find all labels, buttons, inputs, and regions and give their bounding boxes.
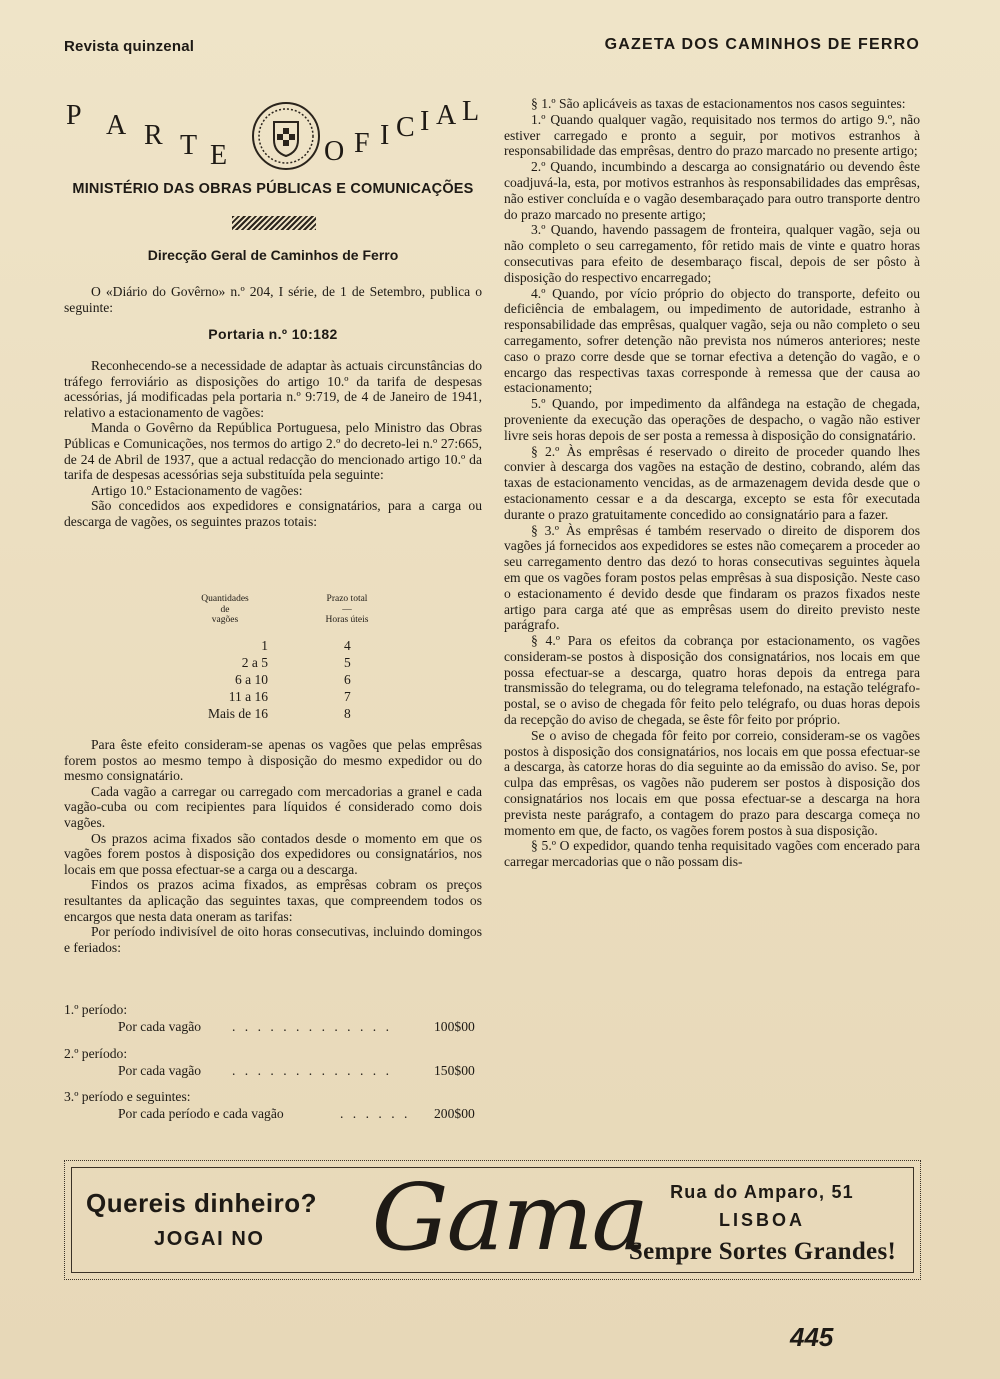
intro-paragraph bbox=[64, 284, 482, 315]
period-item: Por cada vagão bbox=[118, 1063, 202, 1078]
title-letter: T bbox=[180, 130, 198, 161]
header-right: GAZETA DOS CAMINHOS DE FERRO bbox=[604, 36, 920, 53]
intro-text: O «Diário do Govêrno» n.º 204, I série, de 1 de Setembro, publica o seguinte: bbox=[64, 284, 482, 315]
title-letter: I bbox=[420, 106, 430, 137]
paragraph: São concedidos aos expedidores e consignatários, para a carga ou descarga de vagões, os seguintes prazos totais: bbox=[64, 498, 482, 529]
period-price: 150$00 bbox=[434, 1063, 475, 1078]
title-letter: I bbox=[380, 120, 390, 151]
table-row: 6 a 10 6 bbox=[235, 672, 351, 687]
left-column-top bbox=[64, 358, 482, 530]
table-row: Mais de 16 8 bbox=[208, 706, 351, 721]
ad-slogan: Sempre Sortes Grandes! bbox=[628, 1238, 897, 1265]
paragraph: Cada vagão a carregar ou carregado com mercadorias a granel e cada vagão-cuba ou com recipientes para líquidos é considerado como dois vagões. bbox=[64, 783, 482, 830]
title-letter: R bbox=[144, 120, 163, 151]
paragraph: Os prazos acima fixados são contados desde o momento em que os vagões forem postos à disposição dos expedidores ou consignatários, nos locais em que possa efectuar-se a carga ou a descarga. bbox=[64, 830, 482, 877]
decorative-hatch bbox=[232, 216, 316, 230]
header-left: Revista quinzenal bbox=[64, 38, 195, 55]
leader-dots: . . . . . . . . . . . . . bbox=[232, 1063, 392, 1078]
paragraph: Artigo 10.º Estacionamento de vagões: bbox=[91, 482, 303, 498]
portaria-heading: Portaria n.º 10:182 bbox=[208, 326, 338, 342]
title-letter: L bbox=[462, 96, 480, 127]
title-letter: A bbox=[106, 110, 127, 141]
title-letter: P bbox=[66, 100, 82, 131]
paragraph: § 1.º São aplicáveis as taxas de estacionamentos nos casos seguintes: bbox=[531, 96, 906, 111]
period-price: 100$00 bbox=[434, 1019, 475, 1034]
directorate-heading: Direcção Geral de Caminhos de Ferro bbox=[147, 247, 399, 263]
paragraph: 3.º Quando, havendo passagem de fronteira, qualquer vagão, seja ou não completo o seu carregamento, fôr retido mais de vinte e quatro horas consecutivas para efeito de desembaraço fiscal, depois de ser pôsto à disposição do respectivo encarregado; bbox=[504, 222, 920, 285]
right-column bbox=[504, 96, 920, 870]
paragraph: Manda o Govêrno da República Portuguesa, pelo Ministro das Obras Públicas e Comunicações, nos termos do artigo 2.º do decreto-lei n.º 27:665, de 24 de Abril de 1937, que a actual redacção do mencionado artigo 10.º da tarifa de despesas acessórias seja substituída pela seguinte: bbox=[64, 420, 482, 483]
table-row: 2 a 5 5 bbox=[241, 655, 351, 670]
ad-city: LISBOA bbox=[718, 1210, 805, 1230]
ad-question: Quereis dinheiro? bbox=[86, 1188, 317, 1218]
leader-dots: . . . . . . bbox=[340, 1106, 411, 1121]
leader-dots: . . . . . . . . . . . . . bbox=[232, 1019, 392, 1034]
ad-brand-logo: Gama bbox=[371, 1164, 647, 1271]
title-letter: O bbox=[324, 136, 345, 167]
paragraph: Para êste efeito consideram-se apenas os vagões que pelas emprêsas forem postos ao mesmo tempo à disposição do mesmo expedidor ou do mesmo consignatário. bbox=[64, 737, 482, 784]
table-row: 11 a 16 7 bbox=[228, 689, 351, 704]
period-item: Por cada período e cada vagão bbox=[118, 1106, 284, 1121]
paragraph: 2.º Quando, incumbindo a descarga ao consignatário ou devendo êste coadjuvá-la, esta, por motivos estranhos às responsabilidades das emprêsas, não estiver concluída e o vagão desembaraçado para outro transporte dentro do prazo marcado no presente artigo; bbox=[504, 159, 920, 222]
paragraph: § 5.º O expedidor, quando tenha requisitado vagões com encerado para carregar mercadorias que o não possam dis- bbox=[504, 838, 920, 870]
period-label: 1.º período: bbox=[64, 1002, 128, 1017]
period-label: 2.º período: bbox=[64, 1046, 128, 1061]
paragraph: Reconhecendo-se a necessidade de adaptar às actuais circunstâncias do tráfego ferroviário as disposições do artigo 10.º da tarifa de despesas acessórias, já modificadas pela portaria n.º 9:719, de 4 de Janeiro de 1941, relativo a estacionamento de vagões: bbox=[64, 358, 482, 420]
paragraph: Se o aviso de chegada fôr feito por correio, consideram-se os vagões postos à disposição dos consignatários, nos locais em que possa efectuar-se a descarga, às catorze horas do dia seguinte ao da emissão do aviso. Se, por culpa das emprêsas, os vagões não puderem ser postos à disposição dos consignatários nos locais em que possa efectuar-se a descarga na hora prevista neste parágrafo, a contagem do prazo para descarga começa no momento em que, de facto, os vagões forem postos à sua disposição. bbox=[504, 727, 920, 838]
paragraph: 5.º Quando, por impedimento da alfândega na estação de chegada, proveniente da execução das operações de despacho, o vagão não estiver livre seis horas depois de ser posta a remessa à disposição do consignatário. bbox=[504, 396, 920, 443]
paragraph: § 3.º Às emprêsas é também reservado o direito de disporem dos vagões já fornecidos aos expedidores se estes não começarem a proceder ao seu carregamento dentro das dezó to horas consecutivas seguintes àquela em que os vagões foram postos pelas emprêsas à sua disposição. Neste caso o estacionamento é devido desde que findaram os prazos fixados neste artigo para carga até que as emprêsas usem do direito previsto neste parágrafo. bbox=[504, 522, 920, 633]
col-header-hours: Prazo total — Horas úteis bbox=[325, 594, 369, 625]
period-item: Por cada vagão bbox=[118, 1019, 202, 1034]
period-price: 200$00 bbox=[434, 1106, 475, 1121]
col-header-quantities: Quantidades de vagões bbox=[201, 594, 249, 625]
page-number: 445 bbox=[790, 1322, 834, 1352]
paragraph: Por período indivisível de oito horas consecutivas, incluindo domingos e feriados: bbox=[64, 924, 482, 955]
paragraph: 1.º Quando qualquer vagão, requisitado nos termos do artigo 9.º, não estiver carregado e pronto a seguir, por motivos estranhos à responsabilidade das emprêsas, dentro do prazo marcado no presente artigo; bbox=[504, 111, 920, 159]
title-letter: A bbox=[436, 100, 457, 131]
paragraph: § 4.º Para os efeitos da cobrança por estacionamento, os vagões consideram-se postos à disposição dos consignatários, nos locais em que possa efectuar-se a descarga, quatro horas depois da entrega para transmissão do telegrama, ou do telegrama telefonado, na estação telégrafo-postal, se o aviso de chegada fôr feito pelo telégrafo, ou duas horas depois da recepção do aviso de chegada, se êste fôr feito por próprio. bbox=[504, 633, 920, 728]
paragraph: 4.º Quando, por vício próprio do objecto do transporte, defeito ou deficiência de embalagem, ou impedimento de autoridade, estranho à responsabilidade das emprêsas, qualquer vagão, seja ou não completo o seu carregamento, sofrer detenção não prevista nos números anteriores; neste caso o prazo corre desde que se tornar efectiva a detenção do vagão, e o encargo das respectivas taxas corresponde à remessa que der causa ao estacionamento; bbox=[504, 285, 920, 396]
ad-jogai: JOGAI NO bbox=[154, 1228, 265, 1250]
ministry-heading: MINISTÉRIO DAS OBRAS PÚBLICAS E COMUNICAÇÕES bbox=[72, 181, 474, 197]
table-row: 1 4 bbox=[261, 638, 351, 653]
title-letter: E bbox=[210, 140, 228, 171]
period-label: 3.º período e seguintes: bbox=[64, 1089, 191, 1104]
left-column-bottom bbox=[64, 737, 482, 955]
ad-address: Rua do Amparo, 51 bbox=[670, 1182, 854, 1202]
title-letter: C bbox=[396, 112, 415, 143]
paragraph: § 2.º Às emprêsas é reservado o direito de proceder quando lhes convier à descarga dos vagões na estação de destino, cobrando, além das taxas de estacionamento vencidas, as de armazenagem devida desde que o estacionamento cessar e a da descarga, excepto se esta fôr executada durante o prazo gratuitamente concedido ao consignatário para a fazer. bbox=[504, 443, 920, 522]
portuguese-coat-of-arms-icon bbox=[250, 100, 322, 172]
paragraph: Findos os prazos acima fixados, as emprêsas cobram os preços resultantes da aplicação das seguintes taxas, que compreendem todos os encargos que nesta data oneram as tarifas: bbox=[64, 877, 482, 924]
title-letter: F bbox=[354, 128, 370, 159]
